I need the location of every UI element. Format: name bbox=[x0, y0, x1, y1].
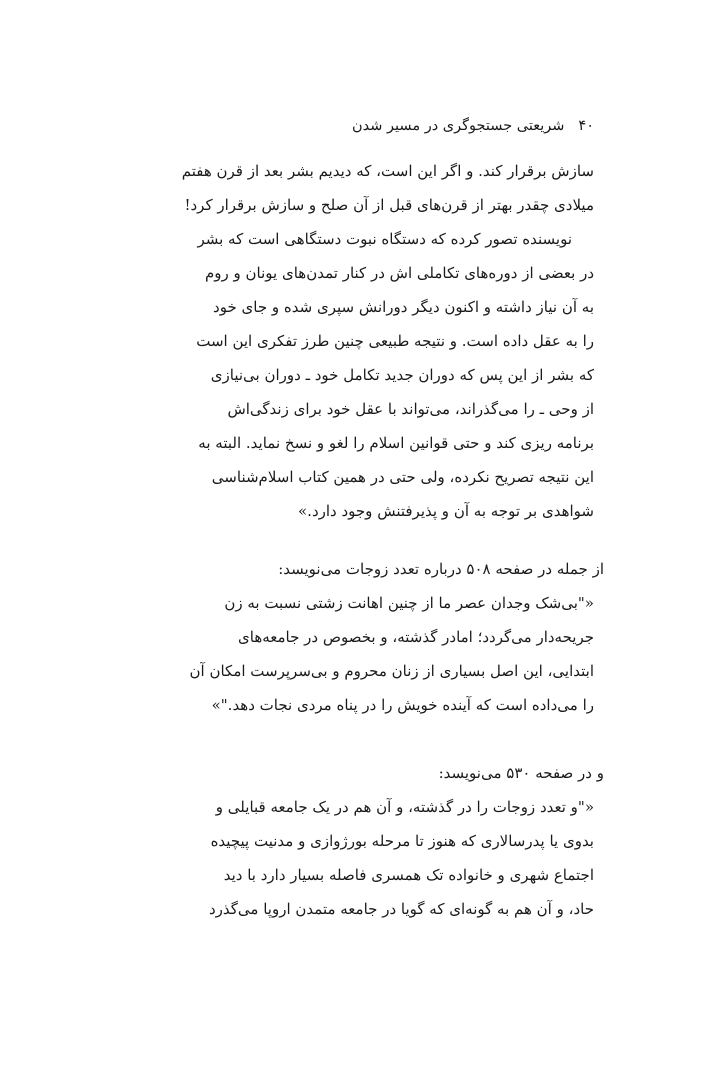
paragraph-block-3 bbox=[140, 756, 604, 926]
quote-line: «"بی‌شک وجدان عصر ما از چنین اهانت زشتی نسبت به زن bbox=[224, 594, 594, 612]
quote-line: بدوی یا پدرسالاری که هنوز تا مرحله بورژوازی و مدنیت پیچیده bbox=[210, 832, 594, 850]
quote-line: اجتماع شهری و خانواده تک همسری فاصله بسیار دارد با دید bbox=[223, 866, 594, 884]
quote-line: «"و تعدد زوجات را در گذشته، و آن هم در یک جامعه قبایلی و bbox=[215, 798, 594, 816]
text-line: را به عقل داده است. و نتیجه طبیعی چنین طرز تفکری این است bbox=[196, 332, 594, 350]
page-number: ۴۰ bbox=[578, 118, 594, 134]
text-line: نویسنده تصور کرده که دستگاه نبوت دستگاهی است که بشر bbox=[197, 230, 572, 248]
text-line: این نتیجه تصریح نکرده، ولی حتی در همین کتاب اسلام‌شناسی bbox=[211, 468, 594, 486]
text-line: میلادی چقدر بهتر از قرن‌های قبل از آن صلح و سازش برقرار کرد! bbox=[184, 196, 594, 214]
quote-line: ابتدایی، این اصل بسیاری از زنان محروم و بی‌سرپرست امکان آن bbox=[189, 662, 594, 680]
quote-line: جریحه‌دار می‌گردد؛ امادر گذشته، و بخصوص در جامعه‌های bbox=[238, 628, 594, 646]
text-line: که بشر از این پس که دوران جدید تکامل خود ـ دوران بی‌نیازی bbox=[210, 366, 594, 384]
quote-line: را می‌داده است که آینده خویش را در پناه مردی نجات دهد."» bbox=[211, 696, 594, 714]
text-line: شواهدی بر توجه به آن و پذیرفتنش وجود دارد.» bbox=[298, 502, 594, 520]
text-line: و در صفحه ۵۳۰ می‌نویسد: bbox=[438, 764, 604, 782]
text-line: در بعضی از دوره‌های تکاملی اش در کنار تمدن‌های یونان و روم bbox=[204, 264, 594, 282]
paragraph-block-2 bbox=[140, 552, 604, 722]
quote-line: حاد، و آن هم به گونه‌ای که گویا در جامعه متمدن اروپا می‌گذرد bbox=[208, 900, 594, 918]
running-title: شریعتی جستجوگری در مسیر شدن bbox=[352, 118, 565, 134]
running-header bbox=[140, 118, 594, 134]
text-line: از جمله در صفحه ۵۰۸ درباره تعدد زوجات می‌نویسد: bbox=[278, 560, 604, 578]
text-line: به آن نیاز داشته و اکنون دیگر دورانش سپری شده و جای خود bbox=[213, 298, 594, 316]
text-line: برنامه ریزی کند و حتی قوانین اسلام را لغو و نسخ نماید. البته به bbox=[198, 434, 594, 452]
paragraph-block-1 bbox=[140, 154, 594, 528]
text-line: از وحی ـ را می‌گذراند، می‌تواند با عقل خود برای زندگی‌اش bbox=[227, 400, 594, 418]
text-line: سازش برقرار کند. و اگر این است، که دیدیم بشر بعد از قرن هفتم bbox=[181, 162, 594, 180]
